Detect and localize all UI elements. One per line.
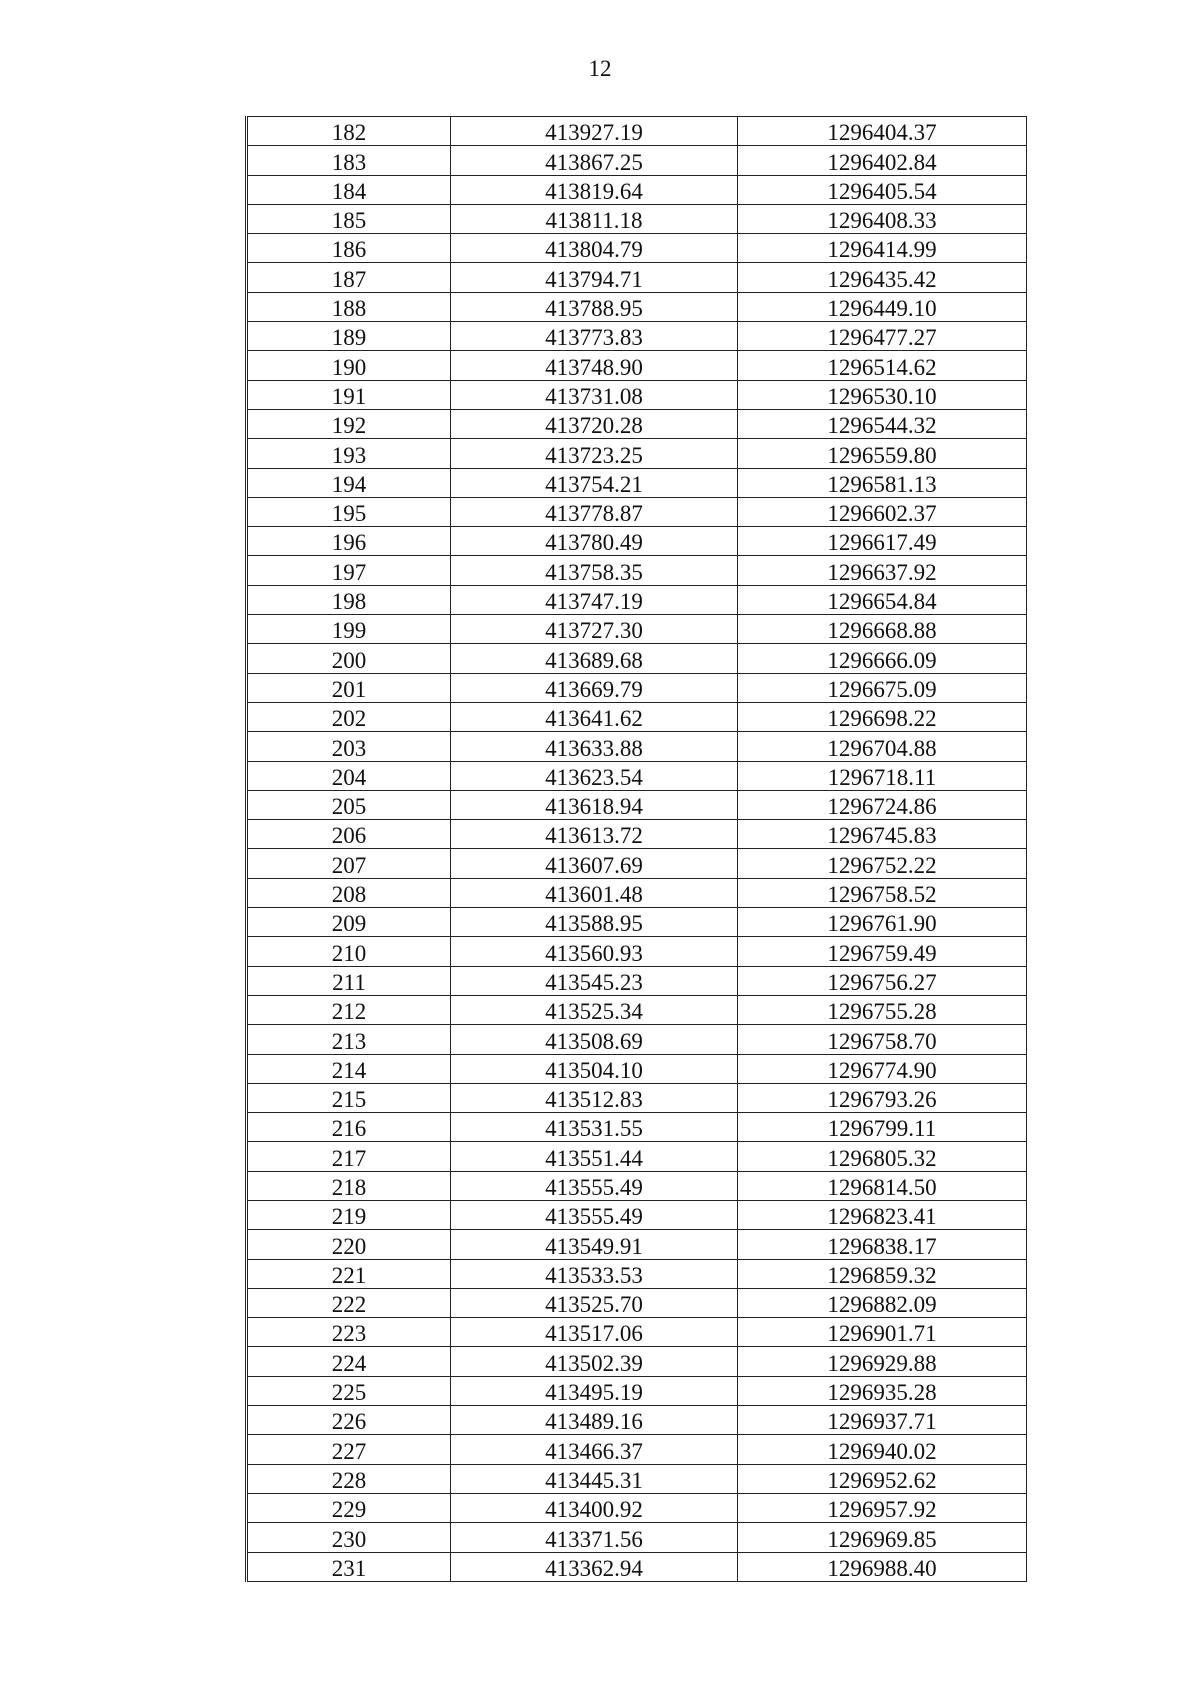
table-row (247, 263, 1027, 292)
point-number-cell: 205 (247, 790, 451, 819)
y-coordinate-cell: 1296449.10 (738, 292, 1027, 321)
x-coordinate-cell: 413517.06 (451, 1318, 738, 1347)
table-row (247, 937, 1027, 966)
y-coordinate-cell: 1296859.32 (738, 1259, 1027, 1288)
table-row (247, 1142, 1027, 1171)
table-row (247, 351, 1027, 380)
table-row (247, 439, 1027, 468)
point-number-cell: 193 (247, 439, 451, 468)
x-coordinate-cell: 413747.19 (451, 585, 738, 614)
table-row (247, 1318, 1027, 1347)
table-row (247, 322, 1027, 351)
table-row (247, 175, 1027, 204)
x-coordinate-cell: 413689.68 (451, 644, 738, 673)
y-coordinate-cell: 1296477.27 (738, 322, 1027, 351)
point-number-cell: 185 (247, 204, 451, 233)
table-row (247, 146, 1027, 175)
y-coordinate-cell: 1296929.88 (738, 1347, 1027, 1376)
x-coordinate-cell: 413618.94 (451, 790, 738, 819)
table-row (247, 1493, 1027, 1522)
y-coordinate-cell: 1296901.71 (738, 1318, 1027, 1347)
point-number-cell: 202 (247, 702, 451, 731)
x-coordinate-cell: 413555.49 (451, 1200, 738, 1229)
x-coordinate-cell: 413555.49 (451, 1171, 738, 1200)
x-coordinate-cell: 413525.34 (451, 995, 738, 1024)
point-number-cell: 214 (247, 1054, 451, 1083)
y-coordinate-cell: 1296602.37 (738, 497, 1027, 526)
point-number-cell: 218 (247, 1171, 451, 1200)
point-number-cell: 207 (247, 849, 451, 878)
table-row (247, 966, 1027, 995)
table-row (247, 1464, 1027, 1493)
y-coordinate-cell: 1296988.40 (738, 1552, 1027, 1581)
point-number-cell: 220 (247, 1230, 451, 1259)
table-row (247, 995, 1027, 1024)
x-coordinate-cell: 413633.88 (451, 732, 738, 761)
point-number-cell: 191 (247, 380, 451, 409)
x-coordinate-cell: 413560.93 (451, 937, 738, 966)
table-row (247, 1347, 1027, 1376)
table-row (247, 1054, 1027, 1083)
point-number-cell: 200 (247, 644, 451, 673)
table-row (247, 409, 1027, 438)
x-coordinate-cell: 413495.19 (451, 1376, 738, 1405)
x-coordinate-cell: 413723.25 (451, 439, 738, 468)
table-row (247, 790, 1027, 819)
y-coordinate-cell: 1296530.10 (738, 380, 1027, 409)
x-coordinate-cell: 413773.83 (451, 322, 738, 351)
y-coordinate-cell: 1296404.37 (738, 117, 1027, 146)
coordinates-table (245, 116, 1027, 1582)
table-row (247, 878, 1027, 907)
table-row (247, 380, 1027, 409)
y-coordinate-cell: 1296774.90 (738, 1054, 1027, 1083)
y-coordinate-cell: 1296805.32 (738, 1142, 1027, 1171)
point-number-cell: 206 (247, 820, 451, 849)
point-number-cell: 192 (247, 409, 451, 438)
x-coordinate-cell: 413508.69 (451, 1025, 738, 1054)
x-coordinate-cell: 413545.23 (451, 966, 738, 995)
point-number-cell: 198 (247, 585, 451, 614)
x-coordinate-cell: 413804.79 (451, 234, 738, 263)
x-coordinate-cell: 413641.62 (451, 702, 738, 731)
x-coordinate-cell: 413727.30 (451, 615, 738, 644)
point-number-cell: 226 (247, 1406, 451, 1435)
y-coordinate-cell: 1296761.90 (738, 908, 1027, 937)
x-coordinate-cell: 413758.35 (451, 556, 738, 585)
point-number-cell: 196 (247, 527, 451, 556)
x-coordinate-cell: 413533.53 (451, 1259, 738, 1288)
table-row (247, 1259, 1027, 1288)
table-row (247, 1552, 1027, 1581)
y-coordinate-cell: 1296882.09 (738, 1288, 1027, 1317)
y-coordinate-cell: 1296654.84 (738, 585, 1027, 614)
point-number-cell: 230 (247, 1523, 451, 1552)
x-coordinate-cell: 413502.39 (451, 1347, 738, 1376)
table-row (247, 1523, 1027, 1552)
table-row (247, 234, 1027, 263)
point-number-cell: 183 (247, 146, 451, 175)
x-coordinate-cell: 413362.94 (451, 1552, 738, 1581)
y-coordinate-cell: 1296799.11 (738, 1113, 1027, 1142)
x-coordinate-cell: 413867.25 (451, 146, 738, 175)
table-row (247, 1376, 1027, 1405)
x-coordinate-cell: 413811.18 (451, 204, 738, 233)
y-coordinate-cell: 1296814.50 (738, 1171, 1027, 1200)
point-number-cell: 213 (247, 1025, 451, 1054)
y-coordinate-cell: 1296698.22 (738, 702, 1027, 731)
point-number-cell: 182 (247, 117, 451, 146)
point-number-cell: 224 (247, 1347, 451, 1376)
table-row (247, 527, 1027, 556)
x-coordinate-cell: 413549.91 (451, 1230, 738, 1259)
table-row (247, 585, 1027, 614)
x-coordinate-cell: 413445.31 (451, 1464, 738, 1493)
y-coordinate-cell: 1296617.49 (738, 527, 1027, 556)
x-coordinate-cell: 413489.16 (451, 1406, 738, 1435)
point-number-cell: 216 (247, 1113, 451, 1142)
point-number-cell: 204 (247, 761, 451, 790)
table-row (247, 1230, 1027, 1259)
y-coordinate-cell: 1296745.83 (738, 820, 1027, 849)
point-number-cell: 227 (247, 1435, 451, 1464)
x-coordinate-cell: 413466.37 (451, 1435, 738, 1464)
table-row (247, 644, 1027, 673)
point-number-cell: 222 (247, 1288, 451, 1317)
x-coordinate-cell: 413927.19 (451, 117, 738, 146)
x-coordinate-cell: 413720.28 (451, 409, 738, 438)
page-number: 12 (588, 56, 612, 81)
x-coordinate-cell: 413371.56 (451, 1523, 738, 1552)
x-coordinate-cell: 413754.21 (451, 468, 738, 497)
y-coordinate-cell: 1296408.33 (738, 204, 1027, 233)
point-number-cell: 184 (247, 175, 451, 204)
table-row (247, 820, 1027, 849)
x-coordinate-cell: 413780.49 (451, 527, 738, 556)
point-number-cell: 212 (247, 995, 451, 1024)
y-coordinate-cell: 1296675.09 (738, 673, 1027, 702)
x-coordinate-cell: 413669.79 (451, 673, 738, 702)
point-number-cell: 211 (247, 966, 451, 995)
table-row (247, 292, 1027, 321)
y-coordinate-cell: 1296937.71 (738, 1406, 1027, 1435)
x-coordinate-cell: 413400.92 (451, 1493, 738, 1522)
y-coordinate-cell: 1296758.70 (738, 1025, 1027, 1054)
x-coordinate-cell: 413788.95 (451, 292, 738, 321)
table-row (247, 615, 1027, 644)
point-number-cell: 223 (247, 1318, 451, 1347)
table-row (247, 1435, 1027, 1464)
y-coordinate-cell: 1296414.99 (738, 234, 1027, 263)
y-coordinate-cell: 1296969.85 (738, 1523, 1027, 1552)
point-number-cell: 203 (247, 732, 451, 761)
point-number-cell: 188 (247, 292, 451, 321)
table-row (247, 673, 1027, 702)
point-number-cell: 209 (247, 908, 451, 937)
point-number-cell: 210 (247, 937, 451, 966)
y-coordinate-cell: 1296559.80 (738, 439, 1027, 468)
x-coordinate-cell: 413778.87 (451, 497, 738, 526)
table-row (247, 556, 1027, 585)
table-row (247, 761, 1027, 790)
x-coordinate-cell: 413601.48 (451, 878, 738, 907)
y-coordinate-cell: 1296544.32 (738, 409, 1027, 438)
point-number-cell: 225 (247, 1376, 451, 1405)
y-coordinate-cell: 1296940.02 (738, 1435, 1027, 1464)
y-coordinate-cell: 1296405.54 (738, 175, 1027, 204)
y-coordinate-cell: 1296724.86 (738, 790, 1027, 819)
point-number-cell: 215 (247, 1083, 451, 1112)
table-row (247, 497, 1027, 526)
table-row (247, 732, 1027, 761)
y-coordinate-cell: 1296514.62 (738, 351, 1027, 380)
x-coordinate-cell: 413504.10 (451, 1054, 738, 1083)
table-row (247, 117, 1027, 146)
y-coordinate-cell: 1296668.88 (738, 615, 1027, 644)
table-row (247, 1200, 1027, 1229)
y-coordinate-cell: 1296957.92 (738, 1493, 1027, 1522)
table-row (247, 1025, 1027, 1054)
point-number-cell: 219 (247, 1200, 451, 1229)
point-number-cell: 190 (247, 351, 451, 380)
point-number-cell: 217 (247, 1142, 451, 1171)
x-coordinate-cell: 413748.90 (451, 351, 738, 380)
table-row (247, 908, 1027, 937)
y-coordinate-cell: 1296758.52 (738, 878, 1027, 907)
table-row (247, 1113, 1027, 1142)
y-coordinate-cell: 1296793.26 (738, 1083, 1027, 1112)
y-coordinate-cell: 1296637.92 (738, 556, 1027, 585)
y-coordinate-cell: 1296952.62 (738, 1464, 1027, 1493)
y-coordinate-cell: 1296756.27 (738, 966, 1027, 995)
point-number-cell: 228 (247, 1464, 451, 1493)
point-number-cell: 195 (247, 497, 451, 526)
point-number-cell: 197 (247, 556, 451, 585)
point-number-cell: 194 (247, 468, 451, 497)
x-coordinate-cell: 413794.71 (451, 263, 738, 292)
x-coordinate-cell: 413588.95 (451, 908, 738, 937)
table-row (247, 1083, 1027, 1112)
x-coordinate-cell: 413551.44 (451, 1142, 738, 1171)
point-number-cell: 199 (247, 615, 451, 644)
coordinates-table-body (247, 117, 1027, 1582)
x-coordinate-cell: 413819.64 (451, 175, 738, 204)
x-coordinate-cell: 413613.72 (451, 820, 738, 849)
y-coordinate-cell: 1296666.09 (738, 644, 1027, 673)
y-coordinate-cell: 1296755.28 (738, 995, 1027, 1024)
point-number-cell: 186 (247, 234, 451, 263)
y-coordinate-cell: 1296581.13 (738, 468, 1027, 497)
point-number-cell: 189 (247, 322, 451, 351)
y-coordinate-cell: 1296759.49 (738, 937, 1027, 966)
y-coordinate-cell: 1296435.42 (738, 263, 1027, 292)
table-row (247, 702, 1027, 731)
x-coordinate-cell: 413531.55 (451, 1113, 738, 1142)
x-coordinate-cell: 413623.54 (451, 761, 738, 790)
y-coordinate-cell: 1296402.84 (738, 146, 1027, 175)
point-number-cell: 201 (247, 673, 451, 702)
y-coordinate-cell: 1296935.28 (738, 1376, 1027, 1405)
y-coordinate-cell: 1296838.17 (738, 1230, 1027, 1259)
y-coordinate-cell: 1296752.22 (738, 849, 1027, 878)
table-row (247, 1171, 1027, 1200)
y-coordinate-cell: 1296704.88 (738, 732, 1027, 761)
point-number-cell: 231 (247, 1552, 451, 1581)
x-coordinate-cell: 413607.69 (451, 849, 738, 878)
point-number-cell: 229 (247, 1493, 451, 1522)
x-coordinate-cell: 413512.83 (451, 1083, 738, 1112)
y-coordinate-cell: 1296823.41 (738, 1200, 1027, 1229)
x-coordinate-cell: 413731.08 (451, 380, 738, 409)
x-coordinate-cell: 413525.70 (451, 1288, 738, 1317)
table-row (247, 204, 1027, 233)
table-row (247, 468, 1027, 497)
y-coordinate-cell: 1296718.11 (738, 761, 1027, 790)
table-row (247, 1406, 1027, 1435)
point-number-cell: 208 (247, 878, 451, 907)
point-number-cell: 187 (247, 263, 451, 292)
point-number-cell: 221 (247, 1259, 451, 1288)
table-row (247, 1288, 1027, 1317)
table-row (247, 849, 1027, 878)
